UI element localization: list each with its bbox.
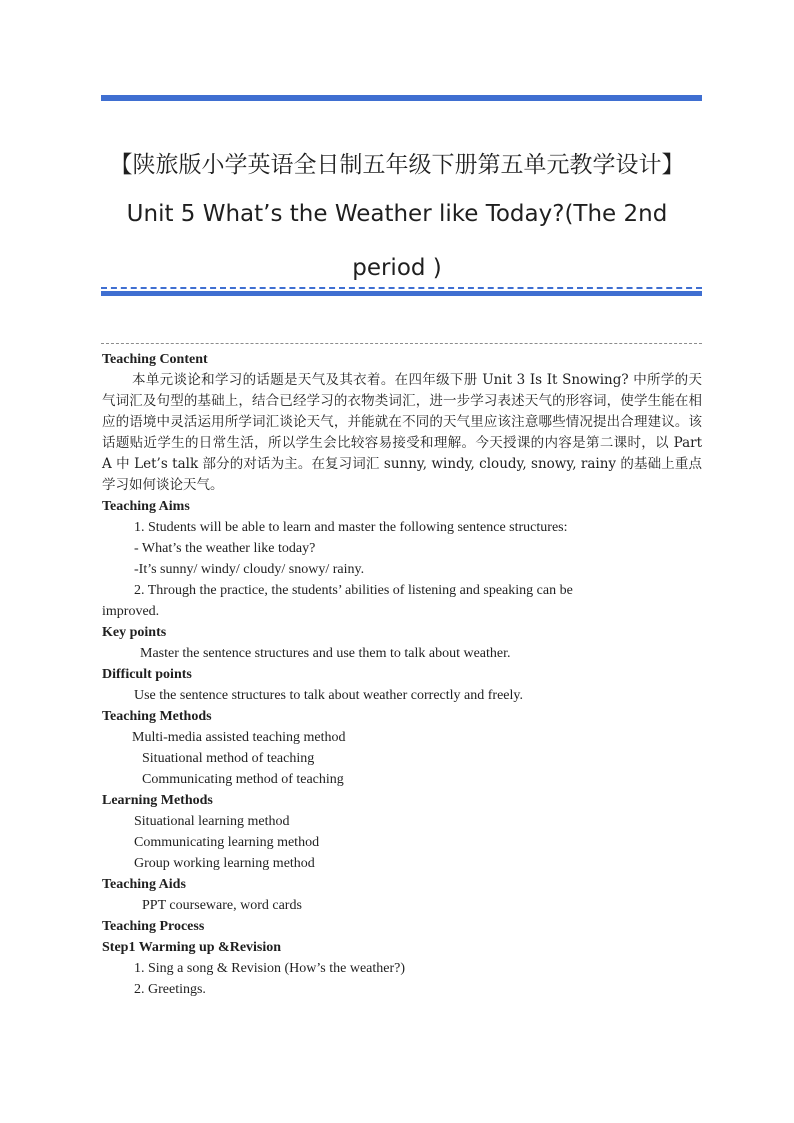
document-title-line-3: period ) <box>352 255 442 281</box>
teaching-content-paragraph: 本单元谈论和学习的话题是天气及其衣着。在四年级下册 Unit 3 Is It Snowing? 中所学的天气词汇及句型的基础上，结合已经学习的衣物类词汇，进一步学习表述天气的形容词，使学生能在相应的语境中灵活运用所学词汇谈论天气，并能就在不同的天气里应该注意哪些情况提出合理建议。该话题贴近学生的日常生活，所以学生会比较容易接受和理解。今天授课的内容是第二课时，以 Part A 中 Let’s talk 部分的对话为主。在复习词汇 sunny, windy, cloudy, snowy, rainy 的基础上重点学习如何谈论天气。 <box>102 372 702 493</box>
difficult-points-text: Use the sentence structures to talk about weather correctly and freely. <box>134 688 523 703</box>
teaching-aids-text: PPT courseware, word cards <box>142 898 302 913</box>
teaching-method-item: Multi-media assisted teaching method <box>132 730 346 745</box>
header-top-bar <box>101 95 702 101</box>
step1-item: 1. Sing a song & Revision (How’s the weather?) <box>134 961 406 976</box>
teaching-aims-item-1-answer: -It’s sunny/ windy/ cloudy/ snowy/ rainy. <box>134 562 365 577</box>
teaching-method-item: Communicating method of teaching <box>142 772 344 787</box>
teaching-aims-item-2: 2. Through the practice, the students’ abilities of listening and speaking can be <box>134 583 573 598</box>
teaching-method-item: Situational method of teaching <box>142 751 315 766</box>
teaching-methods-heading: Teaching Methods <box>102 709 212 724</box>
learning-method-item: Group working learning method <box>134 856 315 871</box>
key-points-text: Master the sentence structures and use them to talk about weather. <box>140 646 511 661</box>
document-body <box>102 349 702 1000</box>
learning-methods-heading: Learning Methods <box>102 793 213 808</box>
step1-heading: Step1 Warming up &Revision <box>102 940 282 955</box>
teaching-aims-item-1-question: - What’s the weather like today? <box>134 541 316 556</box>
document-title-line-2: Unit 5 What’s the Weather like Today?(The 2nd <box>126 201 668 227</box>
difficult-points-heading: Difficult points <box>102 667 192 682</box>
header-dashed-rule <box>101 287 702 289</box>
key-points-heading: Key points <box>102 625 167 640</box>
teaching-aids-heading: Teaching Aids <box>102 877 186 892</box>
teaching-content-heading: Teaching Content <box>102 352 208 367</box>
teaching-aims-item-1: 1. Students will be able to learn and master the following sentence structures: <box>134 520 568 535</box>
learning-method-item: Situational learning method <box>134 814 290 829</box>
header-bottom-bar <box>101 291 702 296</box>
step1-item: 2. Greetings. <box>134 982 206 997</box>
learning-method-item: Communicating learning method <box>134 835 320 850</box>
teaching-aims-item-2-continued: improved. <box>102 604 160 619</box>
section-separator <box>101 343 702 344</box>
teaching-aims-heading: Teaching Aims <box>102 499 190 514</box>
teaching-process-heading: Teaching Process <box>102 919 205 934</box>
document-title-line-1: 【陕旅版小学英语全日制五年级下册第五单元教学设计】 <box>109 152 685 178</box>
